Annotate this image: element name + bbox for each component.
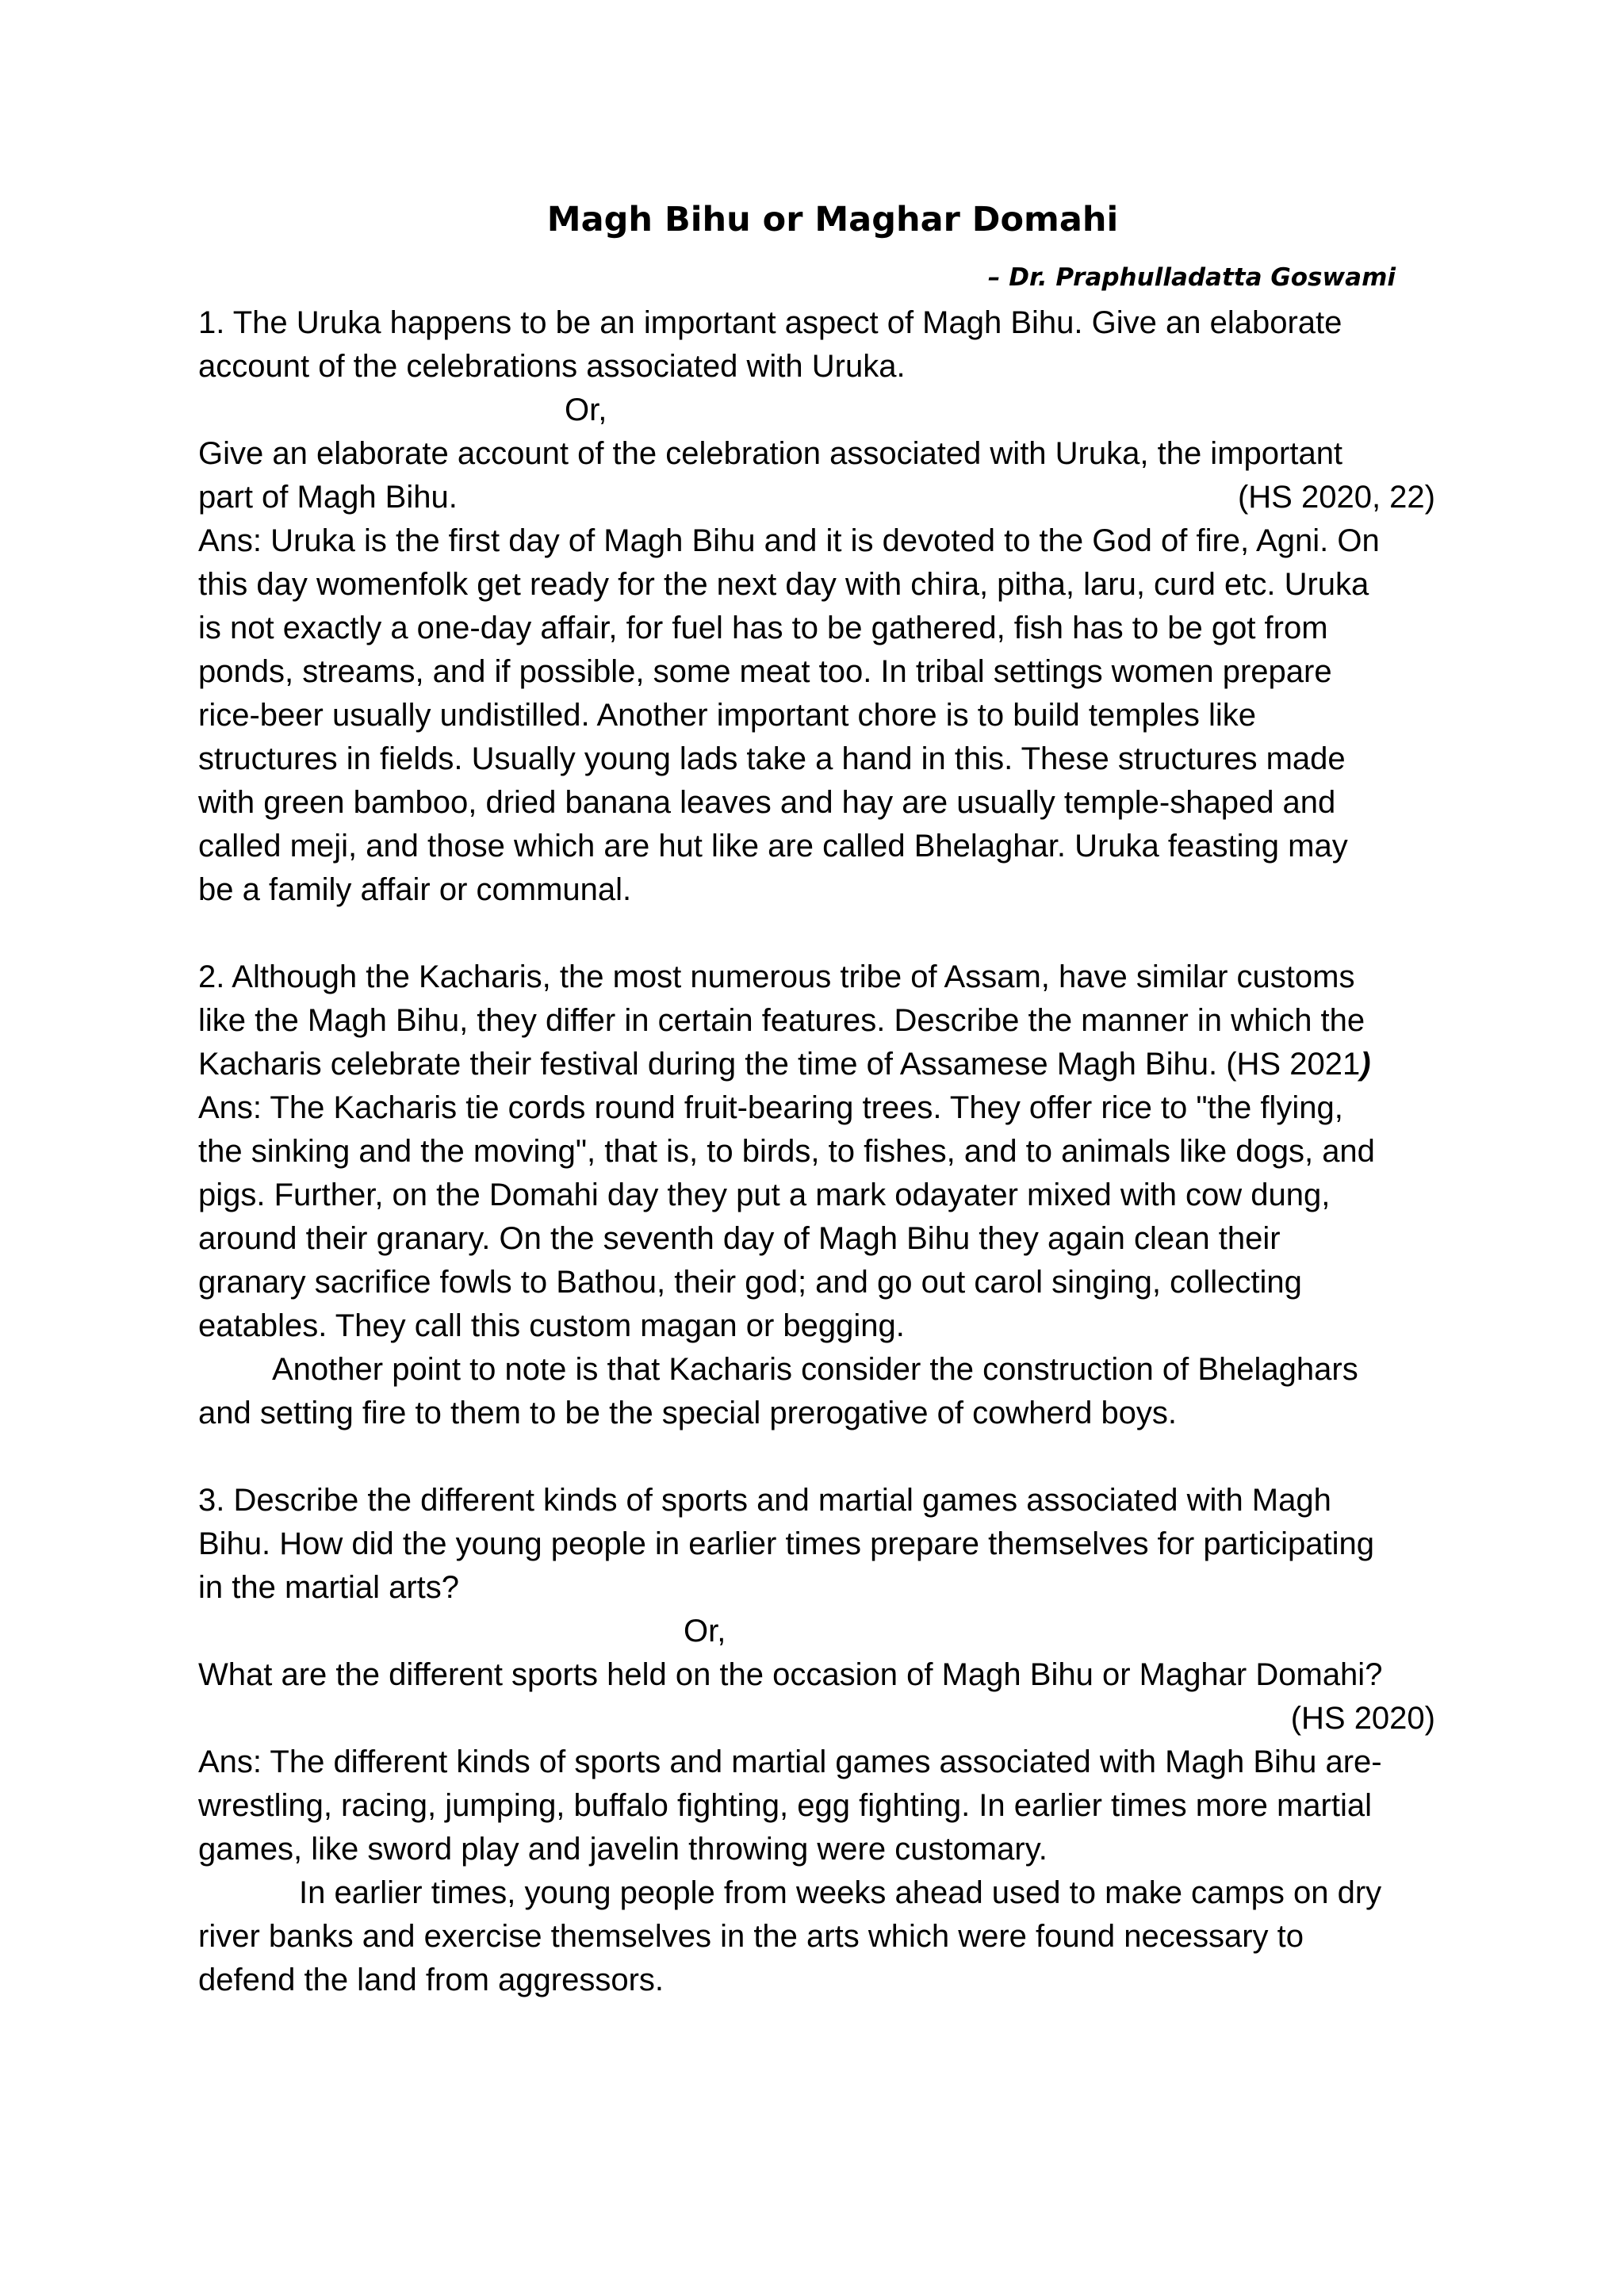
answer-line: is not exactly a one-day affair, for fuel has to be gathered, fish has to be got from xyxy=(198,611,1328,645)
alt-question-text: part of Magh Bihu. xyxy=(198,480,458,515)
question-line: 2. Although the Kacharis, the most numerous tribe of Assam, have similar customs xyxy=(198,959,1355,994)
question-3 xyxy=(198,1479,1435,2002)
answer-line: called meji, and those which are hut like are called Bhelaghar. Uruka feasting may xyxy=(198,829,1348,864)
paragraph-gap xyxy=(198,912,1435,956)
answer-line: with green bamboo, dried banana leaves and hay are usually temple-shaped and xyxy=(198,785,1336,820)
answer-line: wrestling, racing, jumping, buffalo fighting, egg fighting. In earlier times more martial xyxy=(198,1788,1372,1823)
exam-reference: (HS 2020, 22) xyxy=(1237,480,1435,515)
question-line: Bihu. How did the young people in earlier times prepare themselves for participating xyxy=(198,1526,1375,1561)
answer-line: structures in fields. Usually young lads take a hand in this. These structures made xyxy=(198,741,1346,776)
page-title: Magh Bihu or Maghar Domahi xyxy=(546,200,1119,239)
exam-reference: (HS 2020) xyxy=(1290,1701,1435,1736)
answer-line: and setting fire to them to be the special prerogative of cowherd boys. xyxy=(198,1396,1178,1430)
answer-line: Ans: The different kinds of sports and martial games associated with Magh Bihu are- xyxy=(198,1744,1382,1779)
answer-line: eatables. They call this custom magan or begging. xyxy=(198,1308,905,1343)
answer-line: Another point to note is that Kacharis consider the construction of Bhelaghars xyxy=(272,1352,1358,1387)
answer-line: be a family affair or communal. xyxy=(198,872,632,907)
answer-line: the sinking and the moving", that is, to birds, to fishes, and to animals like dogs, and xyxy=(198,1134,1375,1169)
answer-line: defend the land from aggressors. xyxy=(198,1963,665,1997)
answer-line: ponds, streams, and if possible, some meat too. In tribal settings women prepare xyxy=(198,654,1332,689)
alt-question-line: Give an elaborate account of the celebration associated with Uruka, the important xyxy=(198,436,1343,471)
or-separator: Or, xyxy=(565,393,607,427)
answer-line: granary sacrifice fowls to Bathou, their god; and go out carol singing, collecting xyxy=(198,1265,1302,1300)
question-line: 3. Describe the different kinds of sports and martial games associated with Magh xyxy=(198,1483,1331,1518)
question-1 xyxy=(198,301,1435,912)
answer-line: Ans: The Kacharis tie cords round fruit-bearing trees. They offer rice to "the flying, xyxy=(198,1090,1343,1125)
question-line: in the martial arts? xyxy=(198,1570,460,1605)
answer-line: this day womenfolk get ready for the next day with chira, pitha, laru, curd etc. Uruka xyxy=(198,567,1369,602)
or-separator: Or, xyxy=(684,1614,726,1649)
question-2 xyxy=(198,956,1435,1435)
answer-line: games, like sword play and javelin throwing were customary. xyxy=(198,1832,1048,1867)
question-line: 1. The Uruka happens to be an important aspect of Magh Bihu. Give an elaborate xyxy=(198,305,1342,340)
question-text: Kacharis celebrate their festival during the time of Assamese Magh Bihu. (HS 2021 xyxy=(198,1047,1361,1082)
alt-question-line: What are the different sports held on the occasion of Magh Bihu or Maghar Domahi? xyxy=(198,1657,1383,1692)
answer-line: In earlier times, young people from weeks ahead used to make camps on dry xyxy=(299,1875,1382,1910)
question-line: account of the celebrations associated with Uruka. xyxy=(198,349,906,384)
author-byline: – Dr. Praphulladatta Goswami xyxy=(987,263,1396,292)
question-line: like the Magh Bihu, they differ in certain features. Describe the manner in which the xyxy=(198,1003,1365,1038)
closing-paren: ) xyxy=(1360,1047,1371,1082)
document-page xyxy=(198,182,1435,2002)
question-last-line xyxy=(198,1043,1435,1086)
answer-line: Ans: Uruka is the first day of Magh Bihu and it is devoted to the God of fire, Agni. On xyxy=(198,523,1380,558)
answer-line: pigs. Further, on the Domahi day they put a mark odayater mixed with cow dung, xyxy=(198,1178,1331,1212)
answer-line: rice-beer usually undistilled. Another important chore is to build temples like xyxy=(198,698,1257,733)
alt-question-last-line xyxy=(198,476,1435,519)
answer-line: river banks and exercise themselves in the arts which were found necessary to xyxy=(198,1919,1304,1954)
answer-line: around their granary. On the seventh day of Magh Bihu they again clean their xyxy=(198,1221,1281,1256)
paragraph-gap xyxy=(198,1435,1435,1479)
